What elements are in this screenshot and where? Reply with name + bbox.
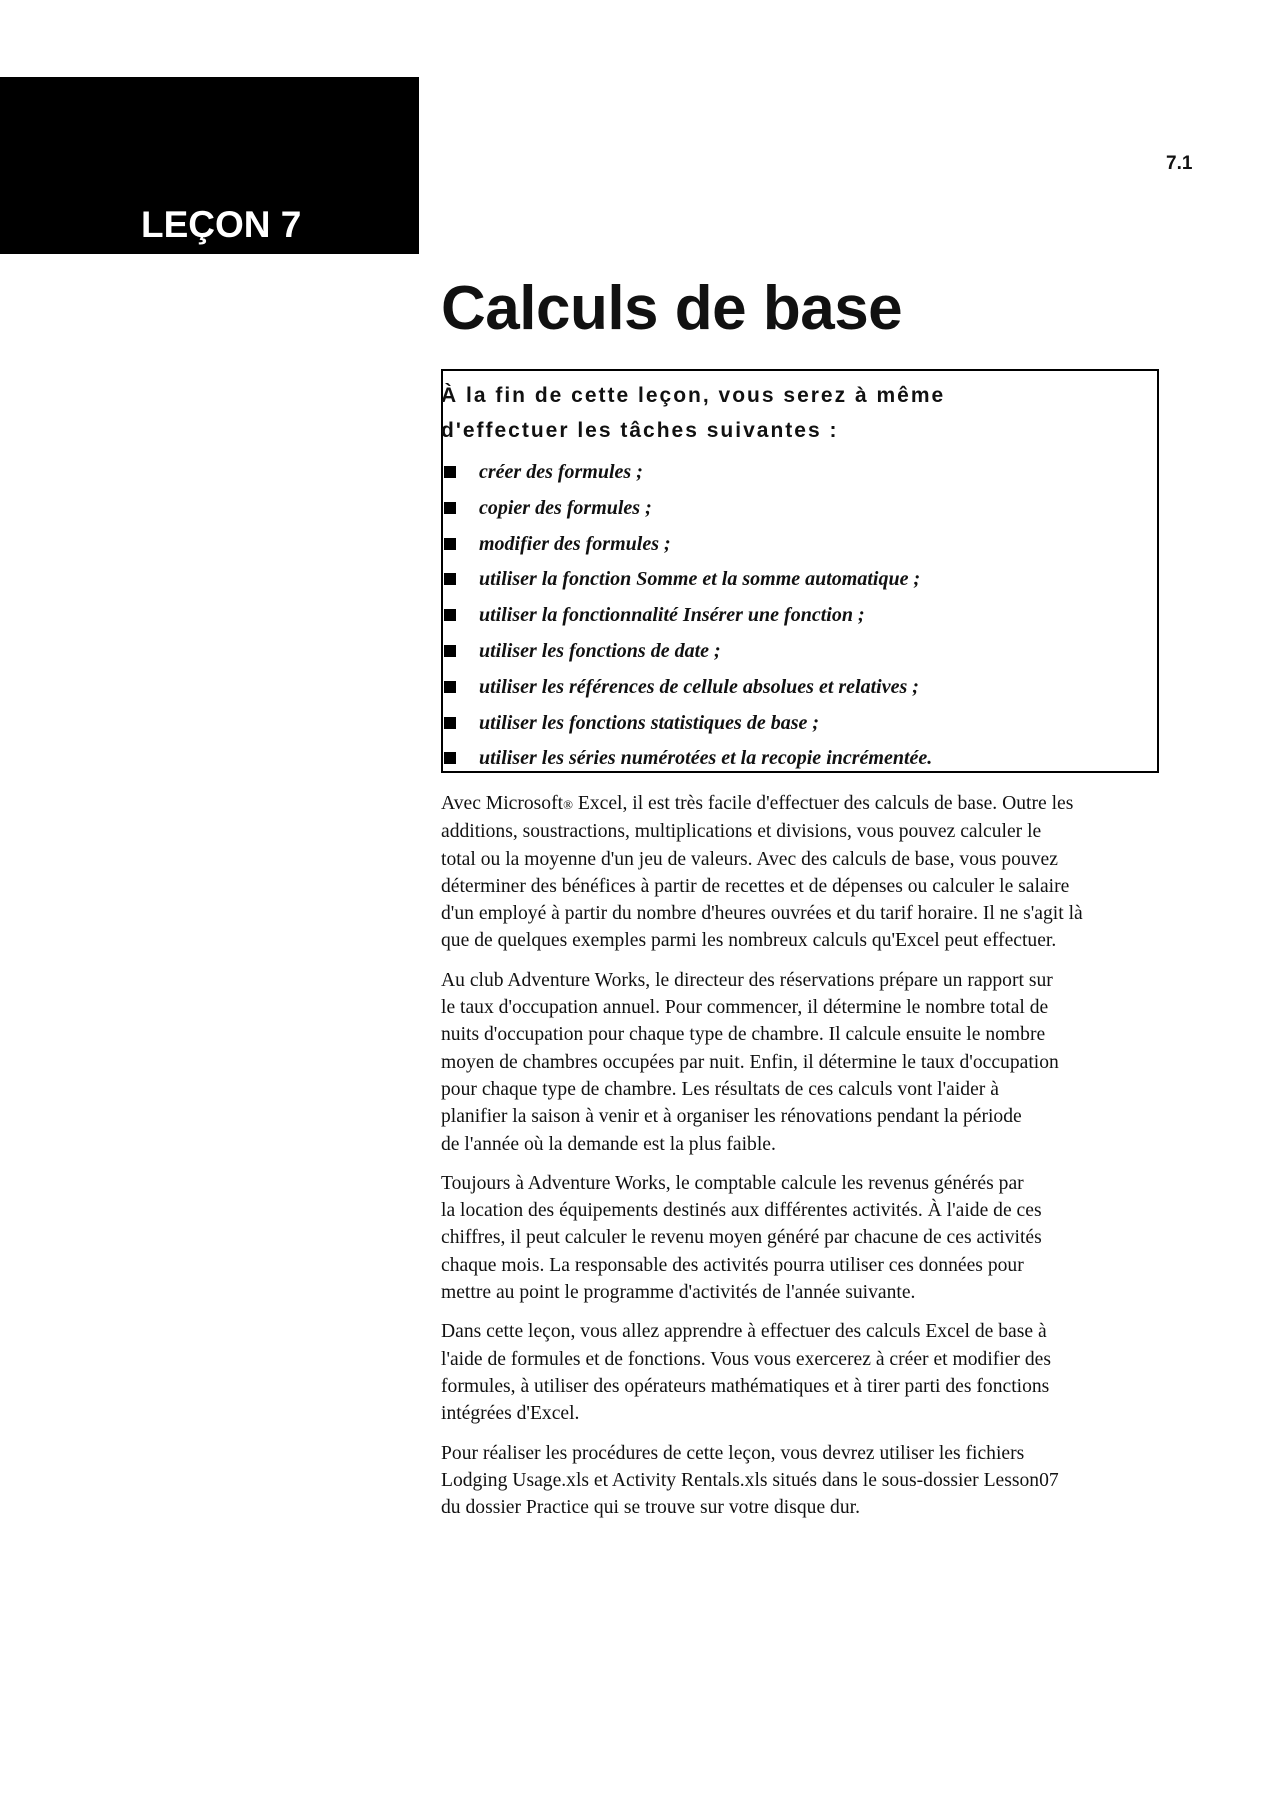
paragraph-lesson-overview bbox=[441, 1318, 1161, 1427]
text-line: formules, à utiliser des opérateurs mathématiques et à tirer parti des fonctions bbox=[441, 1375, 1050, 1397]
objective-text: utiliser les fonctions statistiques de base ; bbox=[479, 711, 820, 734]
square-bullet-icon bbox=[444, 502, 456, 514]
text-line: Avec Microsoft bbox=[441, 793, 564, 814]
text-line: nuits d'occupation pour chaque type de chambre. Il calcule ensuite le nombre bbox=[441, 1024, 1046, 1046]
objective-item bbox=[441, 710, 1156, 746]
paragraph-practice-files bbox=[441, 1440, 1161, 1522]
objective-text: utiliser la fonction Somme et la somme automatique ; bbox=[479, 568, 921, 591]
objective-text: utiliser les références de cellule absolues et relatives ; bbox=[479, 675, 919, 698]
square-bullet-icon bbox=[444, 717, 456, 729]
text-line: intégrées d'Excel. bbox=[441, 1403, 580, 1425]
text-line: moyen de chambres occupées par nuit. Enfin, il détermine le taux d'occupation bbox=[441, 1051, 1059, 1073]
objective-item bbox=[441, 495, 1156, 531]
page-number: 7.1 bbox=[1166, 153, 1193, 174]
square-bullet-icon bbox=[444, 645, 456, 657]
objectives-list bbox=[441, 459, 1156, 781]
text-line: le taux d'occupation annuel. Pour commencer, il détermine le nombre total de bbox=[441, 997, 1049, 1019]
objective-text: copier des formules ; bbox=[479, 496, 652, 519]
paragraph-intro bbox=[441, 790, 1161, 955]
objective-text: utiliser la fonctionnalité Insérer une fonction ; bbox=[479, 604, 865, 627]
square-bullet-icon bbox=[444, 573, 456, 585]
objective-item bbox=[441, 745, 1156, 781]
text-line: chiffres, il peut calculer le revenu moyen généré par chacune de ces activités bbox=[441, 1227, 1042, 1249]
text-line: Excel, il est très facile d'effectuer des calculs de base. Outre les bbox=[572, 793, 1074, 814]
objective-text: créer des formules ; bbox=[479, 461, 643, 483]
objective-item bbox=[441, 638, 1156, 674]
objectives-heading bbox=[441, 378, 1081, 448]
objective-item bbox=[441, 459, 1156, 495]
body-text bbox=[441, 790, 1161, 1533]
page-title: Calculs de base bbox=[441, 274, 903, 343]
text-line: déterminer des bénéfices à partir de recettes et de dépenses ou calculer le salaire bbox=[441, 875, 1070, 897]
text-line: additions, soustractions, multiplications et divisions, vous pouvez calculer le bbox=[441, 821, 1042, 843]
objective-text: utiliser les séries numérotées et la recopie incrémentée. bbox=[479, 747, 933, 770]
objective-item bbox=[441, 566, 1156, 602]
text-line: la location des équipements destinés aux différentes activités. À l'aide de ces bbox=[441, 1200, 1042, 1222]
text-line: Toujours à Adventure Works, le comptable calcule les revenus générés par bbox=[441, 1172, 1024, 1194]
text-line: Lodging Usage.xls et Activity Rentals.xls situés dans le sous-dossier Lesson07 bbox=[441, 1469, 1059, 1491]
objective-item bbox=[441, 674, 1156, 710]
objective-text: modifier des formules ; bbox=[479, 532, 671, 555]
text-line: pour chaque type de chambre. Les résultats de ces calculs vont l'aider à bbox=[441, 1078, 999, 1100]
paragraph-rentals bbox=[441, 1170, 1161, 1306]
text-line: Dans cette leçon, vous allez apprendre à effectuer des calculs Excel de base à bbox=[441, 1321, 1047, 1343]
objectives-heading-line-2: d'effectuer les tâches suivantes : bbox=[441, 419, 839, 442]
text-line: Au club Adventure Works, le directeur des réservations prépare un rapport sur bbox=[441, 969, 1053, 991]
text-line: total ou la moyenne d'un jeu de valeurs. Avec des calculs de base, vous pouvez bbox=[441, 848, 1058, 870]
text-line: l'aide de formules et de fonctions. Vous vous exercerez à créer et modifier des bbox=[441, 1348, 1051, 1370]
text-line: de l'année où la demande est la plus faible. bbox=[441, 1133, 776, 1155]
square-bullet-icon bbox=[444, 538, 456, 550]
text-line: mettre au point le programme d'activités de l'année suivante. bbox=[441, 1282, 916, 1304]
square-bullet-icon bbox=[444, 681, 456, 693]
square-bullet-icon bbox=[444, 609, 456, 621]
registered-mark: ® bbox=[563, 797, 573, 812]
objective-text: utiliser les fonctions de date ; bbox=[479, 639, 721, 662]
square-bullet-icon bbox=[444, 466, 456, 478]
text-line: que de quelques exemples parmi les nombreux calculs qu'Excel peut effectuer. bbox=[441, 930, 1057, 952]
text-line: d'un employé à partir du nombre d'heures ouvrées et du tarif horaire. Il ne s'agit là bbox=[441, 903, 1083, 925]
objective-item bbox=[441, 602, 1156, 638]
lesson-label: LEÇON 7 bbox=[141, 204, 302, 245]
paragraph-occupancy bbox=[441, 967, 1161, 1158]
text-line: du dossier Practice qui se trouve sur votre disque dur. bbox=[441, 1497, 860, 1519]
square-bullet-icon bbox=[444, 752, 456, 764]
objective-item bbox=[441, 531, 1156, 567]
text-line: Pour réaliser les procédures de cette leçon, vous devrez utiliser les fichiers bbox=[441, 1442, 1025, 1464]
objectives-heading-line-1: À la fin de cette leçon, vous serez à même bbox=[441, 384, 946, 407]
text-line: planifier la saison à venir et à organiser les rénovations pendant la période bbox=[441, 1106, 1022, 1128]
text-line: chaque mois. La responsable des activités pourra utiliser ces données pour bbox=[441, 1254, 1024, 1276]
